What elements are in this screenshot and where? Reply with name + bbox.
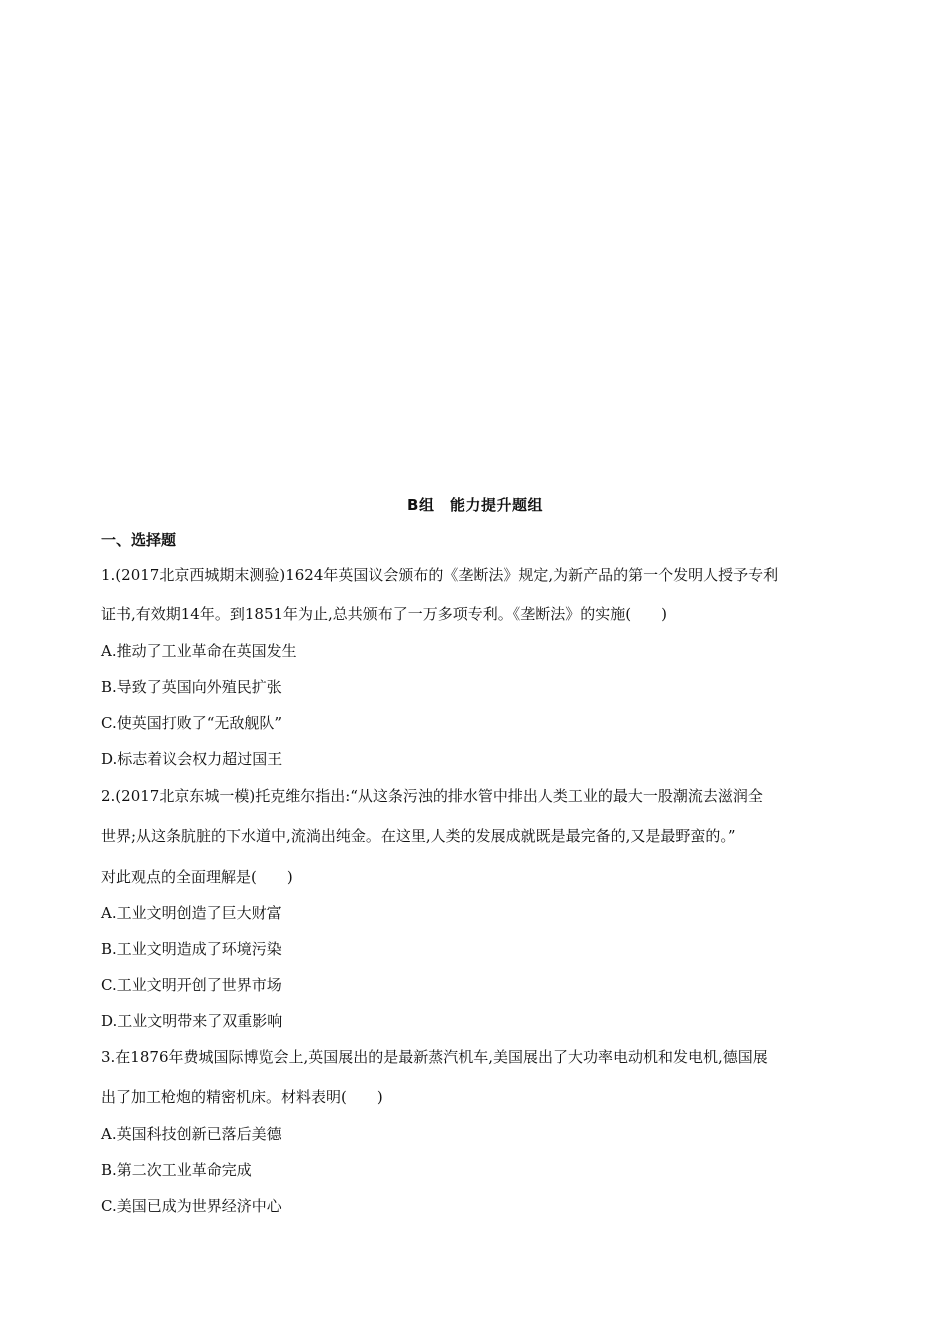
question-1-option-b: B.导致了英国向外殖民扩张 bbox=[101, 678, 282, 696]
question-2-option-b: B.工业文明造成了环境污染 bbox=[101, 940, 282, 958]
question-3-stem-line-1: 3.在1876年费城国际博览会上,英国展出的是最新蒸汽机车,美国展出了大功率电动机和发电机,德国展 bbox=[101, 1048, 768, 1066]
question-1-option-c: C.使英国打败了“无敌舰队” bbox=[101, 714, 283, 732]
question-3-option-b: B.第二次工业革命完成 bbox=[101, 1161, 252, 1179]
question-3-option-c: C.美国已成为世界经济中心 bbox=[101, 1197, 282, 1215]
group-title: B组 能力提升题组 bbox=[407, 496, 543, 514]
section-title: 一、选择题 bbox=[101, 531, 177, 549]
question-1-option-a: A.推动了工业革命在英国发生 bbox=[101, 642, 297, 660]
question-2-option-a: A.工业文明创造了巨大财富 bbox=[101, 904, 282, 922]
question-3-option-a: A.英国科技创新已落后美德 bbox=[101, 1125, 282, 1143]
question-1-stem-line-1: 1.(2017北京西城期末测验)1624年英国议会颁布的《垄断法》规定,为新产品的第一个发明人授予专利 bbox=[101, 566, 779, 584]
question-1-option-d: D.标志着议会权力超过国王 bbox=[101, 750, 283, 768]
question-1-stem-line-2: 证书,有效期14年。到1851年为止,总共颁布了一万多项专利。《垄断法》的实施( ) bbox=[101, 605, 668, 623]
question-2-stem-line-3: 对此观点的全面理解是( ) bbox=[101, 868, 293, 886]
question-2-stem-line-1: 2.(2017北京东城一模)托克维尔指出:“从这条污浊的排水管中排出人类工业的最大一股潮流去滋润全 bbox=[101, 787, 763, 805]
question-3-stem-line-2: 出了加工枪炮的精密机床。材料表明( ) bbox=[101, 1088, 383, 1106]
question-2-option-d: D.工业文明带来了双重影响 bbox=[101, 1012, 283, 1030]
question-2-stem-line-2: 世界;从这条肮脏的下水道中,流淌出纯金。在这里,人类的发展成就既是最完备的,又是最野蛮的。” bbox=[101, 827, 736, 845]
question-2-option-c: C.工业文明开创了世界市场 bbox=[101, 976, 282, 994]
